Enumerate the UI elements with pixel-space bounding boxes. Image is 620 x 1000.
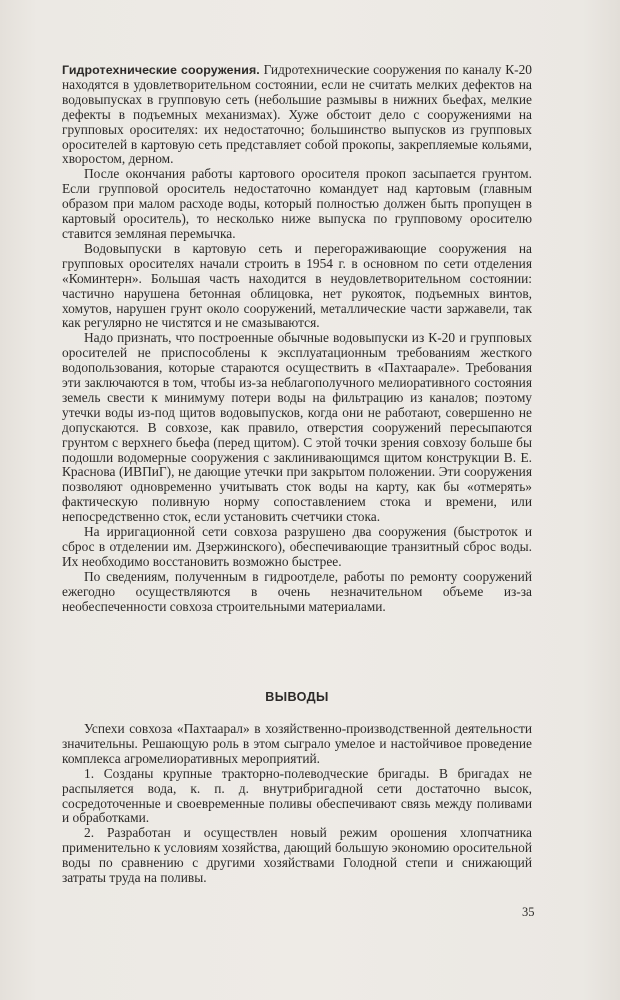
paragraph-4: Надо признать, что построенные обычные водовыпуски из К-20 и групповых оросителей не приспособлены к эксплуатационным требованиям жесткого водопользования, которые стараются осуществить в «Пахтаарале». Требования эти заключаются в том, чтобы из-за неблагополучного мелиоративного состояния земель свести к минимуму потери воды на фильтрацию из каналов; поэтому утечки воды из-под щитов водовыпусков, когда они не работают, совершенно не допускаются. В совхозе, как правило, отверстия сооружений пересыпаются грунтом с верхнего бьефа (перед щитом). С этой точки зрения совхозу больше бы подошли водомерные сооружения с заклинивающимся щитом конструкции В. Е. Краснова (ИВПиГ), не дающие утечки при закрытом положении. Эти сооружения позволяют одновременно учитывать сток воды на карту, как бы «отмерять» фактическую поливную норму сопоставлением стока и времени, или непосредственно сток, если установить счетчики стока. — [62, 330, 532, 525]
section-title: Гидротехнические сооружения. — [62, 63, 260, 77]
conclusion-intro: Успехи совхоза «Пахтаарал» в хозяйственно-производственной деятельности значительны. Решающую роль в этом сыграло умелое и настойчивое проведение комплекса агромелиоративных мероприятий. — [62, 721, 532, 766]
section-conclusions — [62, 722, 532, 886]
paragraph-1 — [62, 63, 532, 167]
paragraph-1-text: Гидротехнические сооружения по каналу К-20 находятся в удовлетворительном состоянии, если не считать мелких дефектов на водовыпусках в групповую сеть (небольшие размывы в нижних бьефах, мелкие дефекты в подъемных механизмах). Хуже обстоит дело с сооружениями на групповых оросителях: их недостаточно; большинство выпусков из групповых оросителей в картовую сеть представляет собой прокопы, закрепляемые кольями, хворостом, дерном. — [62, 62, 532, 167]
conclusions-heading: ВЫВОДЫ — [265, 690, 329, 704]
paragraph-2: После окончания работы картового оросителя прокоп засыпается грунтом. Если групповой ороситель недостаточно командует над картовым (главным образом при малом расходе воды, который полностью должен быть пропущен в картовый ороситель), то несколько ниже выпуска по групповому оросителю ставится земляная перемычка. — [62, 166, 532, 241]
paragraph-6: По сведениям, полученным в гидроотделе, работы по ремонту сооружений ежегодно осуществляются в очень незначительном объеме из-за необеспеченности совхоза строительными материалами. — [62, 568, 532, 614]
paragraph-5: На ирригационной сети совхоза разрушено два сооружения (быстроток и сброс в отделении им. Дзержинского), обеспечивающие транзитный сброс воды. Их необходимо восстановить возможно быстрее. — [62, 524, 532, 569]
section-hydraulic-structures — [62, 63, 532, 615]
page-number: 35 — [522, 905, 535, 919]
paragraph-3: Водовыпуски в картовую сеть и перегораживающие сооружения на групповых оросителях начали строить в 1954 г. в основном по сети отделения «Коминтерн». Большая часть находится в неудовлетворительном состоянии: частично нарушена бетонная облицовка, нет рукояток, подъемных винтов, хомутов, нарушен грунт около сооружений, металлические части заржавели, так как регулярно не чистятся и не смазываются. — [62, 240, 532, 331]
conclusion-item-1: 1. Созданы крупные тракторно-полеводческие бригады. В бригадах не распыляется вода, к. п. д. внутрибригадной сети достаточно высок, сосредоточенные и своевременные поливы обеспечивают связь между поливами и обработками. — [62, 765, 532, 826]
conclusion-item-2: 2. Разработан и осуществлен новый режим орошения хлопчатника применительно к условиям хозяйства, дающий большую экономию оросительной воды по сравнению с другими хозяйствами Голодной степи и снижающий затраты труда на поливы. — [62, 825, 532, 886]
